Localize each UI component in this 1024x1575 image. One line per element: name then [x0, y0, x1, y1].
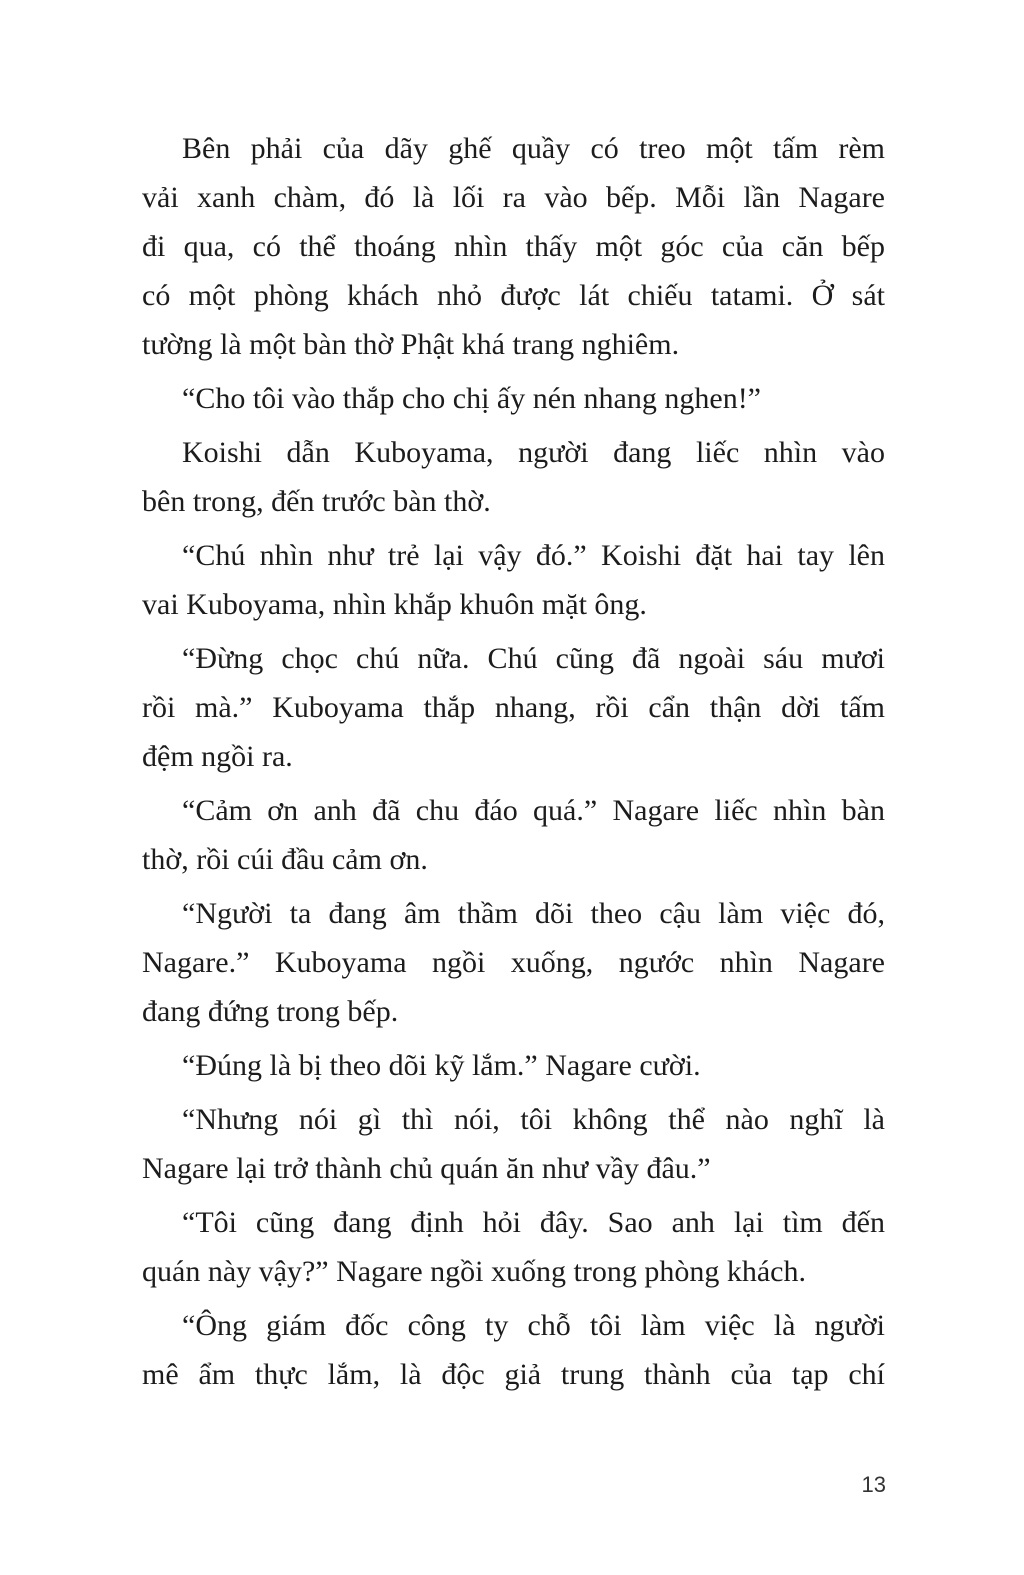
text-line: “Cho tôi vào thắp cho chị ấy nén nhang nghen!” — [182, 382, 761, 415]
text-line: đi qua, có thể thoáng nhìn thấy một góc của căn bếp — [142, 230, 885, 263]
paragraph — [142, 786, 885, 884]
text-line: vai Kuboyama, nhìn khắp khuôn mặt ông. — [142, 588, 647, 621]
text-line: vải xanh chàm, đó là lối ra vào bếp. Mỗi lần Nagare — [142, 181, 885, 214]
paragraph — [142, 889, 885, 1036]
text-line: có một phòng khách nhỏ được lát chiếu tatami. Ở sát — [142, 279, 885, 312]
text-line: “Cảm ơn anh đã chu đáo quá.” Nagare liếc nhìn bàn — [182, 794, 885, 827]
text-line: “Ông giám đốc công ty chỗ tôi làm việc là người — [182, 1309, 885, 1342]
paragraph — [142, 374, 885, 423]
text-line: Nagare.” Kuboyama ngồi xuống, ngước nhìn Nagare — [142, 946, 885, 979]
paragraph — [142, 1301, 885, 1399]
paragraph — [142, 531, 885, 629]
text-line: đệm ngồi ra. — [142, 740, 293, 773]
text-line: thờ, rồi cúi đầu cảm ơn. — [142, 843, 428, 876]
text-line: “Đúng là bị theo dõi kỹ lắm.” Nagare cười. — [182, 1049, 701, 1082]
paragraph — [142, 428, 885, 526]
book-page-text — [142, 124, 885, 1404]
text-line: “Tôi cũng đang định hỏi đây. Sao anh lại tìm đến — [182, 1206, 885, 1239]
text-line: tường là một bàn thờ Phật khá trang nghiêm. — [142, 328, 680, 361]
text-line: rồi mà.” Kuboyama thắp nhang, rồi cẩn thận dời tấm — [142, 691, 885, 724]
text-line: quán này vậy?” Nagare ngồi xuống trong phòng khách. — [142, 1255, 806, 1288]
text-line: “Chú nhìn như trẻ lại vậy đó.” Koishi đặt hai tay lên — [182, 539, 885, 572]
text-line: mê ẩm thực lắm, là độc giả trung thành của tạp chí — [142, 1358, 885, 1391]
text-line: Bên phải của dãy ghế quầy có treo một tấm rèm — [182, 132, 885, 165]
paragraph — [142, 1095, 885, 1193]
paragraph — [142, 124, 885, 369]
text-line: Koishi dẫn Kuboyama, người đang liếc nhìn vào — [182, 436, 885, 469]
text-line: đang đứng trong bếp. — [142, 995, 399, 1028]
text-line: bên trong, đến trước bàn thờ. — [142, 485, 491, 518]
paragraph — [142, 634, 885, 781]
text-line: “Nhưng nói gì thì nói, tôi không thể nào nghĩ là — [182, 1103, 885, 1136]
text-line: Nagare lại trở thành chủ quán ăn như vầy đâu.” — [142, 1152, 711, 1185]
text-line: “Đừng chọc chú nữa. Chú cũng đã ngoài sáu mươi — [182, 642, 885, 675]
paragraph — [142, 1198, 885, 1296]
paragraph — [142, 1041, 885, 1090]
text-line: “Người ta đang âm thầm dõi theo cậu làm việc đó, — [182, 897, 885, 930]
page-number: 13 — [861, 1472, 886, 1497]
